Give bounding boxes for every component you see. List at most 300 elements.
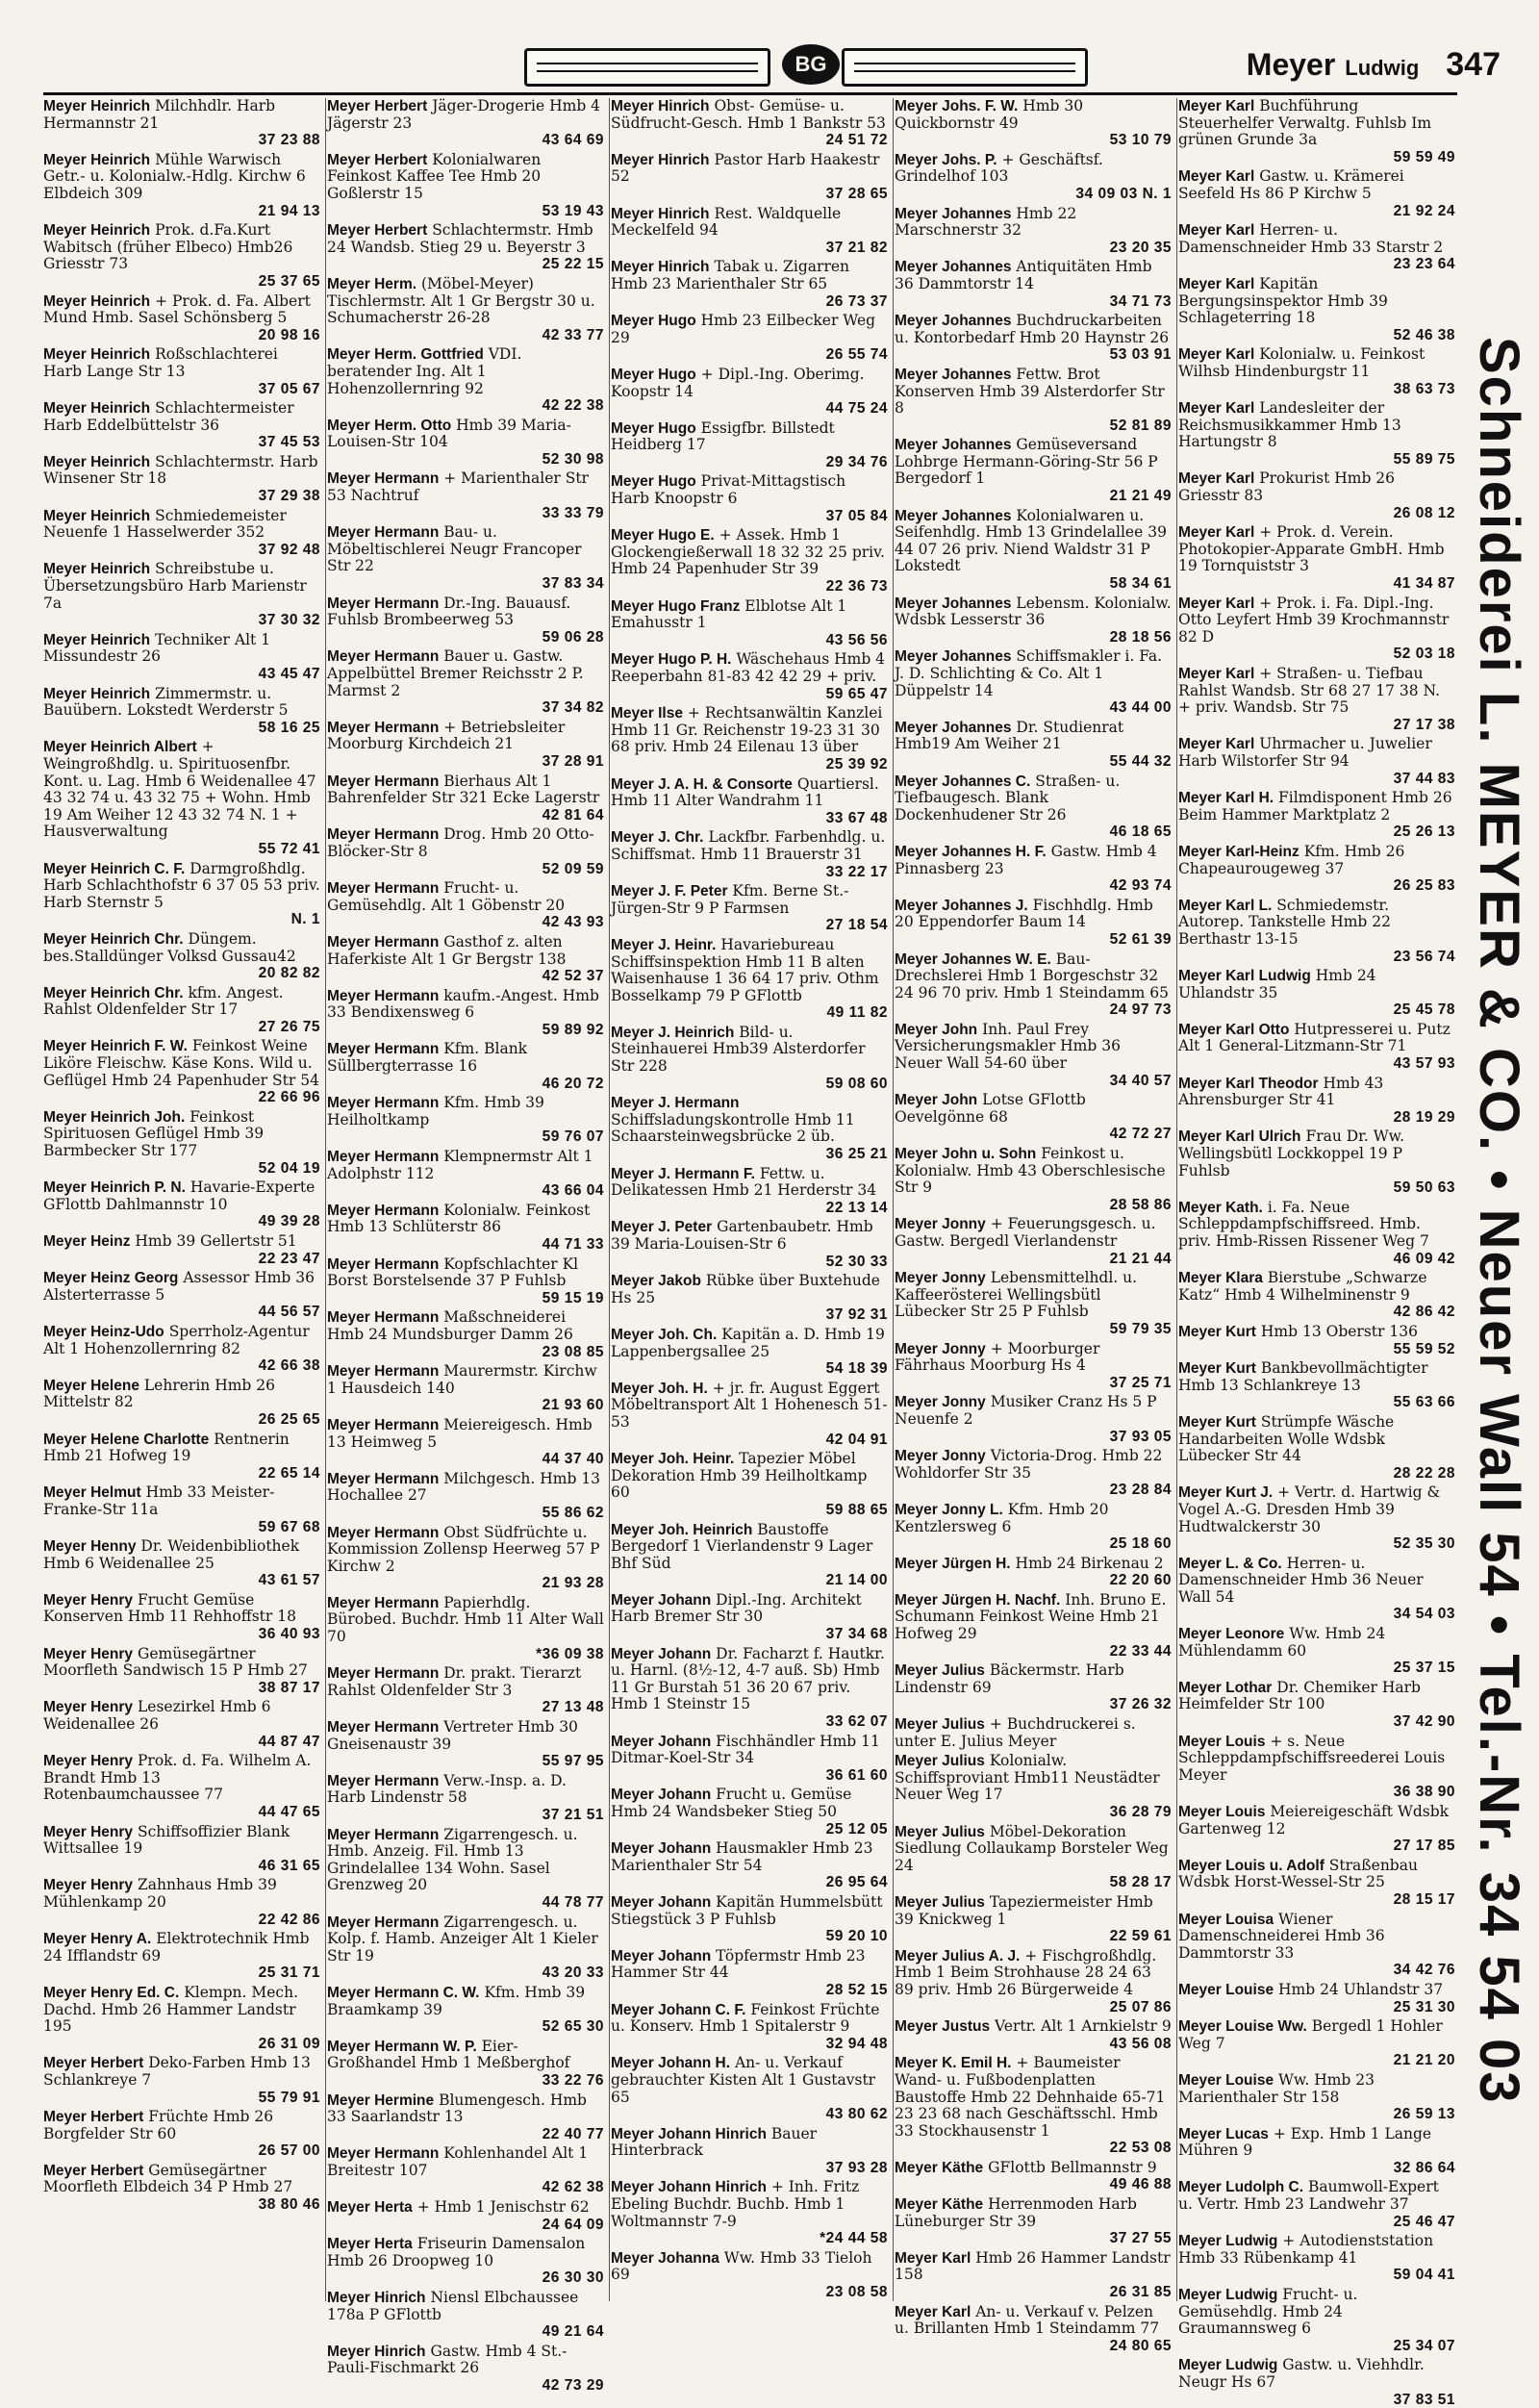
entry-text: Möbel-Dekoration Siedlung Collaukamp Borsteler Weg 24 xyxy=(895,1822,1169,1874)
entry-name: Meyer Louis u. Adolf xyxy=(1178,1857,1325,1874)
entry-text: Uhrmacher u. Juwelier Harb Wilstorfer Str 94 xyxy=(1178,735,1432,770)
directory-entry xyxy=(43,1824,320,1875)
entry-name: Meyer Heinrich Chr. xyxy=(43,984,184,1001)
entry-text: Hmb 30 Quickbornstr 49 xyxy=(895,97,1084,132)
entry-telephone: 26 95 64 xyxy=(825,1874,888,1891)
entry-name: Meyer Johs. F. W. xyxy=(895,98,1019,114)
entry-text: (Möbel-Meyer) Tischlermstr. Alt 1 Gr Bergstr 30 u. Schumacherstr 26-28 xyxy=(327,274,595,327)
entry-name: Meyer Henry A. xyxy=(43,1931,152,1948)
entry-text: + Prok. d. Verein. Photokopier-Apparate GmbH. Hmb 19 Tornquiststr 3 xyxy=(1178,523,1445,575)
directory-entry xyxy=(327,1595,604,1662)
entry-telephone: 43 20 33 xyxy=(542,1964,604,1982)
entry-telephone: 26 73 37 xyxy=(825,292,888,310)
entry-telephone: 59 88 65 xyxy=(825,1501,888,1518)
entry-telephone: 55 86 62 xyxy=(542,1504,604,1521)
entry-text: i. Fa. Neue Schleppdampfschiffsreed. Hmb. priv. Hmb-Rissen Rissener Weg 7 xyxy=(1178,1198,1429,1250)
entry-telephone: 27 13 48 xyxy=(542,1699,604,1716)
entry-name: Meyer Hermine xyxy=(327,2091,435,2109)
entry-telephone: 26 55 74 xyxy=(825,346,888,364)
entry-text: Gemüsegärtner Moorfleth Sandwisch 15 P Hmb 27 xyxy=(43,1644,308,1680)
entry-name: Meyer J. Chr. xyxy=(611,829,704,847)
entry-telephone: 46 18 65 xyxy=(1109,824,1172,841)
directory-entry xyxy=(611,1327,888,1378)
entry-name: Meyer Henry Ed. C. xyxy=(43,1984,180,2001)
directory-entry xyxy=(327,720,604,771)
directory-entry xyxy=(611,1787,888,1838)
directory-entry xyxy=(611,1219,888,1270)
entry-telephone: 25 12 05 xyxy=(825,1820,888,1838)
entry-text: Gastw. Hmb 4 Pinnasberg 23 xyxy=(895,842,1157,877)
directory-entry xyxy=(327,880,604,931)
entry-name: Meyer Herbert xyxy=(327,98,428,114)
directory-entry xyxy=(327,418,604,469)
directory-entry xyxy=(43,346,320,397)
directory-entry xyxy=(327,1309,604,1360)
entry-name: Meyer Karl xyxy=(1178,222,1255,240)
directory-entry xyxy=(611,473,888,524)
entry-telephone: 23 56 74 xyxy=(1393,948,1455,965)
entry-name: Meyer Louis xyxy=(1178,1804,1266,1820)
entry-text: Hausmakler Hmb 23 Marienthaler Str 54 xyxy=(611,1839,873,1874)
entry-telephone: 52 61 39 xyxy=(1109,930,1172,948)
directory-entry xyxy=(43,1538,320,1589)
entry-text: Frau Dr. Ww. Wellingsbütl Lockkoppel 19 P Fuhlsb xyxy=(1178,1128,1405,1179)
entry-telephone: 27 17 85 xyxy=(1393,1838,1455,1855)
entry-telephone: 37 27 55 xyxy=(1109,2230,1172,2247)
entry-telephone: 43 66 04 xyxy=(542,1182,604,1200)
directory-entry xyxy=(327,2236,604,2287)
entry-name: Meyer Henny xyxy=(43,1538,137,1556)
entry-name: Meyer Heinrich xyxy=(43,151,151,168)
entry-telephone: *36 09 38 xyxy=(536,1645,604,1662)
entry-name: Meyer Käthe xyxy=(895,2196,984,2214)
side-ad-text: Schneiderei L. MEYER & CO. • Neuer Wall 54 • Tel.-Nr. 34 54 03 xyxy=(1468,337,1530,2105)
entry-name: Meyer Hinrich xyxy=(327,2343,426,2360)
entry-text: Milchhdlr. Harb Hermannstr 21 xyxy=(43,97,276,132)
directory-entry xyxy=(611,1095,888,1162)
entry-name: Meyer Hermann xyxy=(327,470,440,488)
directory-entry xyxy=(43,1324,320,1375)
entry-telephone: 59 79 35 xyxy=(1109,1320,1172,1337)
entry-text: Kfm. Hmb 39 Heilholtkamp xyxy=(327,1094,544,1128)
entry-telephone: 44 56 57 xyxy=(258,1304,320,1321)
entry-name: Meyer Joh. H. xyxy=(611,1380,708,1397)
entry-telephone: 22 20 60 xyxy=(1109,1572,1172,1589)
entry-telephone: 21 92 24 xyxy=(1393,202,1455,219)
entry-text: Frucht u. Gemüse Hmb 24 Wandsbeker Stieg 50 xyxy=(611,1786,852,1820)
entry-telephone: 59 15 19 xyxy=(542,1289,604,1306)
entry-telephone: 38 80 46 xyxy=(258,2196,320,2214)
entry-telephone: 28 19 29 xyxy=(1393,1108,1455,1126)
entry-name: Meyer Julius xyxy=(895,1662,985,1680)
directory-entry xyxy=(327,773,604,824)
entry-name: Meyer Hugo xyxy=(611,473,696,491)
entry-name: Meyer Hermann xyxy=(327,1363,440,1381)
entry-name: Meyer Hermann xyxy=(327,1719,440,1736)
entry-telephone: 24 97 73 xyxy=(1109,1001,1172,1019)
entry-name: Meyer Johann xyxy=(611,1947,712,1964)
entry-text: An- u. Verkauf gebrauchter Kisten Alt 1 Gustavstr 65 xyxy=(611,2054,876,2106)
entry-name: Meyer Karl xyxy=(1178,275,1255,292)
entry-text: Rentnerin Hmb 21 Hofweg 19 xyxy=(43,1430,290,1465)
entry-telephone: 26 59 13 xyxy=(1393,2106,1455,2123)
directory-entry xyxy=(327,596,604,646)
page-header xyxy=(43,38,1501,98)
entry-name: Meyer Jürgen H. Nachf. xyxy=(895,1591,1061,1609)
entry-text: Blumengesch. Hmb 33 Saarlandstr 13 xyxy=(327,2091,587,2126)
entry-telephone: 37 29 38 xyxy=(258,488,320,505)
directory-entry xyxy=(43,2109,320,2160)
entry-telephone: 28 15 17 xyxy=(1393,1890,1455,1908)
entry-name: Meyer Jonny xyxy=(895,1340,986,1357)
entry-name: Meyer Johann xyxy=(611,1645,712,1662)
entry-telephone: 52 03 18 xyxy=(1393,646,1455,663)
entry-name: Meyer Johannes xyxy=(895,205,1012,222)
directory-entry xyxy=(611,1894,888,1945)
entry-telephone: 26 08 12 xyxy=(1393,504,1455,521)
entry-text: + Vertr. d. Hartwig & Vogel A.-G. Dresden Hmb 39 Hudtwalckerstr 30 xyxy=(1178,1483,1441,1535)
entry-name: Meyer Herbert xyxy=(327,151,428,168)
entry-name: Meyer John xyxy=(895,1092,978,1109)
entry-text: Kfm. Blank Süllbergterrasse 16 xyxy=(327,1040,528,1076)
entry-telephone: 34 09 03 N. 1 xyxy=(1075,185,1172,202)
directory-entry xyxy=(43,1270,320,1321)
entry-telephone: 59 04 41 xyxy=(1393,2267,1455,2284)
entry-text: + Betriebsleiter Moorburg Kirchdeich 21 xyxy=(327,718,566,753)
directory-entry xyxy=(43,1931,320,1982)
entry-telephone: 52 30 33 xyxy=(825,1253,888,1270)
running-head-name: Meyer xyxy=(1246,47,1336,82)
entry-telephone: 25 37 15 xyxy=(1393,1660,1455,1677)
entry-telephone: 44 37 40 xyxy=(542,1451,604,1468)
entry-name: Meyer Julius A. J. xyxy=(895,1947,1021,1964)
entry-text: + Prok. i. Fa. Dipl.-Ing. Otto Leyfert Hmb 39 Krochmannstr 82 D xyxy=(1178,594,1450,646)
entry-telephone: 22 65 14 xyxy=(258,1464,320,1482)
entry-telephone: 43 56 56 xyxy=(825,631,888,648)
directory-entry xyxy=(1178,1324,1455,1357)
entry-text: Kolonialwaren Feinkost Kaffee Tee Hmb 20 Goßlerstr 15 xyxy=(327,150,542,202)
directory-entry xyxy=(611,527,888,595)
entry-telephone: 44 75 24 xyxy=(825,400,888,418)
entry-text: Schlachtermstr. Hmb 24 Wandsb. Stieg 29 u. Beyerstr 3 xyxy=(327,221,593,256)
entry-text: Baustoffe Bergedorf 1 Vierlandenstr 9 Lager Bhf Süd xyxy=(611,1520,873,1572)
directory-entry xyxy=(327,1095,604,1146)
entry-telephone: 28 22 28 xyxy=(1393,1464,1455,1482)
entry-text: Techniker Alt 1 Missundestr 26 xyxy=(43,630,271,666)
entry-telephone: 43 44 00 xyxy=(1109,699,1172,717)
entry-telephone: 59 20 10 xyxy=(825,1928,888,1945)
entry-name: Meyer Hermann xyxy=(327,1665,440,1683)
entry-name: Meyer Johannes C. xyxy=(895,773,1031,790)
entry-name: Meyer Hermann xyxy=(327,524,440,542)
entry-telephone: 23 08 85 xyxy=(542,1343,604,1360)
entry-text: + jr. fr. August Eggert Möbeltransport Alt 1 Hohenesch 51-53 xyxy=(611,1379,888,1431)
entry-name: Meyer Heinrich xyxy=(43,507,151,524)
directory-entry xyxy=(895,367,1172,434)
directory-entry xyxy=(611,1451,888,1518)
banner-panel-left xyxy=(524,48,770,87)
entry-name: Meyer Julius xyxy=(895,1716,985,1734)
directory-entry xyxy=(1178,2357,1455,2408)
directory-entry xyxy=(611,152,888,203)
entry-telephone: 37 93 28 xyxy=(825,2159,888,2176)
directory-entry xyxy=(43,1592,320,1643)
entry-text: Zahnhaus Hmb 39 Mühlenkamp 20 xyxy=(43,1876,277,1911)
directory-entry xyxy=(1178,346,1455,397)
directory-entry xyxy=(895,1502,1172,1553)
entry-name: Meyer Johannes xyxy=(895,313,1012,330)
entry-text: Buchdruckarbeiten u. Kontorbedarf Hmb 20 Haynstr 26 xyxy=(895,312,1170,346)
directory-entry xyxy=(43,2055,320,2106)
entry-telephone: 53 10 79 xyxy=(1109,132,1172,149)
entry-telephone: 44 47 65 xyxy=(258,1804,320,1820)
entry-name: Meyer Karl Otto xyxy=(1178,1021,1290,1038)
entry-text: Kolonialw. u. Feinkost Wilhsb Hindenburgstr 11 xyxy=(1178,345,1425,380)
entry-name: Meyer J. Hermann xyxy=(611,1095,740,1112)
entry-telephone: 52 46 38 xyxy=(1393,326,1455,343)
entry-name: Meyer Helmut xyxy=(43,1484,141,1502)
entry-text: Elblotse Alt 1 Emahusstr 1 xyxy=(611,596,847,632)
entry-text: Prok. d. Fa. Wilhelm A. Brandt Hmb 13 Rotenbaumchaussee 77 xyxy=(43,1752,312,1804)
directory-entry xyxy=(611,705,888,773)
directory-entry xyxy=(611,2126,888,2177)
entry-text: Friseurin Damensalon Hmb 26 Droopweg 10 xyxy=(327,2235,586,2269)
directory-entry xyxy=(895,1146,1172,1213)
directory-entry xyxy=(611,2055,888,2122)
entry-text: Lotse GFlottb Oevelgönne 68 xyxy=(895,1091,1086,1126)
directory-entry xyxy=(327,1363,604,1414)
entry-name: Meyer Hermann xyxy=(327,933,440,951)
entry-telephone: 42 66 38 xyxy=(258,1357,320,1375)
entry-text: Meiereigeschäft Wdsbk Gartenweg 12 xyxy=(1178,1803,1450,1838)
directory-entry xyxy=(1178,470,1455,521)
entry-name: Meyer Lucas xyxy=(1178,2125,1269,2142)
entry-telephone: 37 93 05 xyxy=(1109,1428,1172,1445)
entry-telephone: 44 78 77 xyxy=(542,1893,604,1911)
entry-text: Pastor Harb Haakestr 52 xyxy=(611,150,880,186)
entry-name: Meyer Johannes J. xyxy=(895,897,1028,914)
directory-entry xyxy=(895,259,1172,310)
entry-telephone: 37 26 32 xyxy=(1109,1696,1172,1713)
entry-name: Meyer Louisa xyxy=(1178,1911,1274,1928)
entry-name: Meyer Helene xyxy=(43,1377,139,1394)
entry-name: Meyer Hugo P. H. xyxy=(611,651,732,669)
entry-text: + Rechtsanwältin Kanzlei Hmb 11 Gr. Reichenstr 19-23 31 30 68 priv. Hmb 24 Eilenau 13 über xyxy=(611,704,883,756)
entry-text: Dr. Studienrat Hmb19 Am Weiher 21 xyxy=(895,718,1124,753)
entry-telephone: 22 42 86 xyxy=(258,1911,320,1928)
entry-telephone: 27 18 54 xyxy=(825,917,888,934)
directory-entry xyxy=(895,2250,1172,2301)
entry-name: Meyer Hugo xyxy=(611,313,696,330)
entry-text: Inh. Bruno E. Schumann Feinkost Weine Hmb 21 Hofweg 29 xyxy=(895,1590,1167,1643)
directory-entry xyxy=(1178,1734,1455,1801)
entry-telephone: 21 94 13 xyxy=(258,202,320,219)
entry-text: Dr. prakt. Tierarzt Rahlst Oldenfelder Str 3 xyxy=(327,1664,582,1699)
entry-telephone: 23 28 84 xyxy=(1109,1482,1172,1499)
entry-text: kfm. Angest. Rahlst Oldenfelder Str 17 xyxy=(43,983,284,1019)
entry-name: Meyer Heinrich xyxy=(43,561,151,578)
entry-text: Kohlenhandel Alt 1 Breitestr 107 xyxy=(327,2144,589,2179)
entry-text: Gasthof z. alten Haferkiste Alt 1 Gr Bergstr 138 xyxy=(327,932,567,968)
entry-text: Filmdisponent Hmb 26 Beim Hammer Marktplatz 2 xyxy=(1178,789,1452,824)
directory-entry xyxy=(1178,2126,1455,2177)
directory-entry xyxy=(43,1179,320,1230)
entry-telephone: 59 59 49 xyxy=(1393,148,1455,165)
column-divider xyxy=(325,98,326,2301)
directory-entry xyxy=(43,98,320,149)
entry-name: Meyer Hinrich xyxy=(327,2290,426,2307)
entry-telephone: 37 92 31 xyxy=(825,1306,888,1324)
directory-entry xyxy=(43,861,320,928)
directory-entry xyxy=(611,206,888,257)
entry-telephone: 28 52 15 xyxy=(825,1981,888,1998)
directory-entry xyxy=(327,1471,604,1522)
entry-text: Lebensmittelhdl. u. Kaffeerösterei Wellingsbütl Lübecker Str 25 P Fuhlsb xyxy=(895,1269,1138,1321)
entry-telephone: 34 54 03 xyxy=(1393,1606,1455,1623)
entry-text: Kfm. Hmb 39 Braamkamp 39 xyxy=(327,1983,586,2018)
entry-text: Dr.-Ing. Bauausf. Fuhlsb Brombeerweg 53 xyxy=(327,594,571,629)
entry-telephone: 43 56 08 xyxy=(1109,2035,1172,2052)
entry-name: Meyer Joh. Heinr. xyxy=(611,1451,735,1468)
entry-name: Meyer Karl xyxy=(1178,736,1255,753)
directory-entry xyxy=(1178,790,1455,841)
entry-text: Frucht Gemüse Konserven Hmb 11 Rehhoffstr 18 xyxy=(43,1590,296,1626)
directory-entry xyxy=(327,2092,604,2143)
entry-text: Lebensm. Kolonialw. Wdsbk Lesserstr 36 xyxy=(895,594,1172,629)
directory-entry xyxy=(43,985,320,1036)
entry-telephone: 21 14 00 xyxy=(825,1572,888,1589)
entry-name: Meyer Henry xyxy=(43,1753,134,1770)
directory-entry xyxy=(43,1109,320,1177)
entry-name: Meyer Karl Ludwig xyxy=(1178,968,1311,985)
directory-entry xyxy=(327,276,604,343)
entry-telephone: 25 34 07 xyxy=(1393,2337,1455,2354)
directory-entry xyxy=(327,2039,604,2090)
entry-text: Bauer Hinterbrack xyxy=(611,2124,818,2160)
entry-text: Bauer u. Gastw. Appelbüttel Bremer Reichsstr 2 P. Marmst 2 xyxy=(327,647,584,699)
entry-name: Meyer Johannes xyxy=(895,648,1012,666)
directory-entry xyxy=(895,2304,1172,2355)
entry-telephone: 25 18 60 xyxy=(1109,1535,1172,1553)
directory-entry xyxy=(43,931,320,982)
directory-entry xyxy=(327,2290,604,2341)
entry-telephone: 42 72 27 xyxy=(1109,1126,1172,1143)
entry-name: Meyer Kurt xyxy=(1178,1323,1256,1340)
entry-text: Rest. Waldquelle Meckelfeld 94 xyxy=(611,204,842,240)
entry-text: Bankbevollmächtigter Hmb 13 Schlankreye 13 xyxy=(1178,1359,1428,1394)
entry-text: Klempn. Mech. Dachd. Hmb 26 Hammer Landstr 195 xyxy=(43,1983,299,2036)
entry-name: Meyer Louise xyxy=(1178,1981,1274,1998)
entry-telephone: N. 1 xyxy=(290,911,320,928)
column-divider xyxy=(609,98,610,2301)
entry-text: Fettw. Brot Konserven Hmb 39 Alsterdorfer Str 8 xyxy=(895,365,1165,418)
entry-name: Meyer Hermann xyxy=(327,1309,440,1327)
directory-entry xyxy=(327,1665,604,1716)
entry-name: Meyer Hermann xyxy=(327,1416,440,1433)
entry-name: Meyer Henry xyxy=(43,1645,134,1662)
banner-logo: BG xyxy=(782,44,840,85)
entry-name: Meyer Jonny L. xyxy=(895,1501,1003,1518)
entry-telephone: 43 80 62 xyxy=(825,2106,888,2123)
directory-entry xyxy=(1178,98,1455,165)
entry-name: Meyer Lothar xyxy=(1178,1679,1273,1696)
entry-name: Meyer Johann xyxy=(611,1893,712,1911)
entry-name: Meyer Hermann xyxy=(327,1594,440,1611)
entry-text: + Dipl.-Ing. Oberimg. Koopstr 14 xyxy=(611,365,865,400)
entry-telephone: 36 28 79 xyxy=(1109,1804,1172,1820)
entry-name: Meyer Klara xyxy=(1178,1270,1263,1287)
entry-name: Meyer Karl xyxy=(1178,168,1255,186)
directory-entry xyxy=(895,1092,1172,1143)
directory-entry xyxy=(611,1025,888,1092)
entry-name: Meyer Julius xyxy=(895,1893,985,1911)
entry-telephone: 23 20 35 xyxy=(1109,239,1172,256)
entry-name: Meyer Justus xyxy=(895,2018,991,2036)
entry-name: Meyer Herta xyxy=(327,2199,413,2217)
directory-entry xyxy=(327,524,604,592)
entry-telephone: 38 87 17 xyxy=(258,1679,320,1696)
entry-telephone: 42 81 64 xyxy=(542,806,604,824)
entry-telephone: 37 42 90 xyxy=(1393,1713,1455,1731)
entry-telephone: 55 63 66 xyxy=(1393,1394,1455,1411)
directory-entry xyxy=(611,367,888,418)
entry-name: Meyer Henry xyxy=(43,1591,134,1609)
entry-text: Hmb 22 Marschnerstr 32 xyxy=(895,204,1077,240)
entry-text: Schiffsmakler i. Fa. J. D. Schlichting & Co. Alt 1 Düppelstr 14 xyxy=(895,647,1163,699)
entry-text: + Straßen- u. Tiefbau Rahlst Wandsb. Str 68 27 17 38 N. + priv. Wandsb. Str 75 xyxy=(1178,665,1441,717)
entry-text: Ww. Hmb 33 Tieloh 69 xyxy=(611,2248,872,2284)
entry-name: Meyer Heinrich C. F. xyxy=(43,860,186,877)
directory-entry xyxy=(895,1948,1172,2015)
entry-text: + Autodienststation Hmb 33 Rübenkamp 41 xyxy=(1178,2232,1434,2267)
entry-name: Meyer Johann H. xyxy=(611,2055,731,2072)
entry-name: Meyer Herbert xyxy=(327,222,428,240)
entry-name: Meyer Heinrich F. W. xyxy=(43,1038,188,1055)
directory-entry xyxy=(1178,1626,1455,1677)
entry-name: Meyer Herm. xyxy=(327,275,417,292)
entry-text: Musiker Cranz Hs 5 P Neuenfe 2 xyxy=(895,1393,1157,1428)
entry-telephone: 22 40 77 xyxy=(542,2125,604,2142)
entry-name: Meyer Hermann xyxy=(327,987,440,1004)
entry-name: Meyer Karl xyxy=(1178,470,1255,488)
directory-entry xyxy=(611,98,888,149)
directory-entry xyxy=(1178,2179,1455,2230)
entry-telephone: 37 25 71 xyxy=(1109,1374,1172,1391)
entry-name: Meyer Ludwig xyxy=(1178,2357,1278,2374)
entry-name: Meyer Herta xyxy=(327,2236,413,2253)
entry-name: Meyer Ilse xyxy=(611,705,683,722)
entry-telephone: 49 46 88 xyxy=(1109,2176,1172,2193)
entry-name: Meyer Johs. P. xyxy=(895,151,997,168)
decorative-banner xyxy=(524,44,1149,87)
entry-name: Meyer Johann xyxy=(611,1787,712,1804)
entry-text: Strümpfe Wäsche Handarbeiten Wolle Wdsbk Lübecker Str 44 xyxy=(1178,1412,1395,1465)
entry-name: Meyer Heinrich Joh. xyxy=(43,1108,186,1126)
entry-text: Schreibstube u. Übersetzungsbüro Harb Marienstr 7a xyxy=(43,560,307,612)
entry-telephone: 37 34 68 xyxy=(825,1626,888,1643)
entry-name: Meyer Hinrich xyxy=(611,205,710,222)
directory-entry xyxy=(895,2055,1172,2157)
entry-telephone: 27 17 38 xyxy=(1393,716,1455,733)
directory-entry xyxy=(895,844,1172,895)
entry-name: Meyer Hugo xyxy=(611,366,696,383)
entry-telephone: 25 46 47 xyxy=(1393,2213,1455,2230)
directory-entry xyxy=(1178,276,1455,343)
entry-text: Victoria-Drog. Hmb 22 Wohldorfer Str 35 xyxy=(895,1447,1163,1482)
entry-text: Herren- u. Damenschneider Hmb 33 Starstr 2 xyxy=(1178,221,1444,256)
entry-name: Meyer Herbert xyxy=(43,2162,144,2179)
column-2 xyxy=(327,97,604,2394)
